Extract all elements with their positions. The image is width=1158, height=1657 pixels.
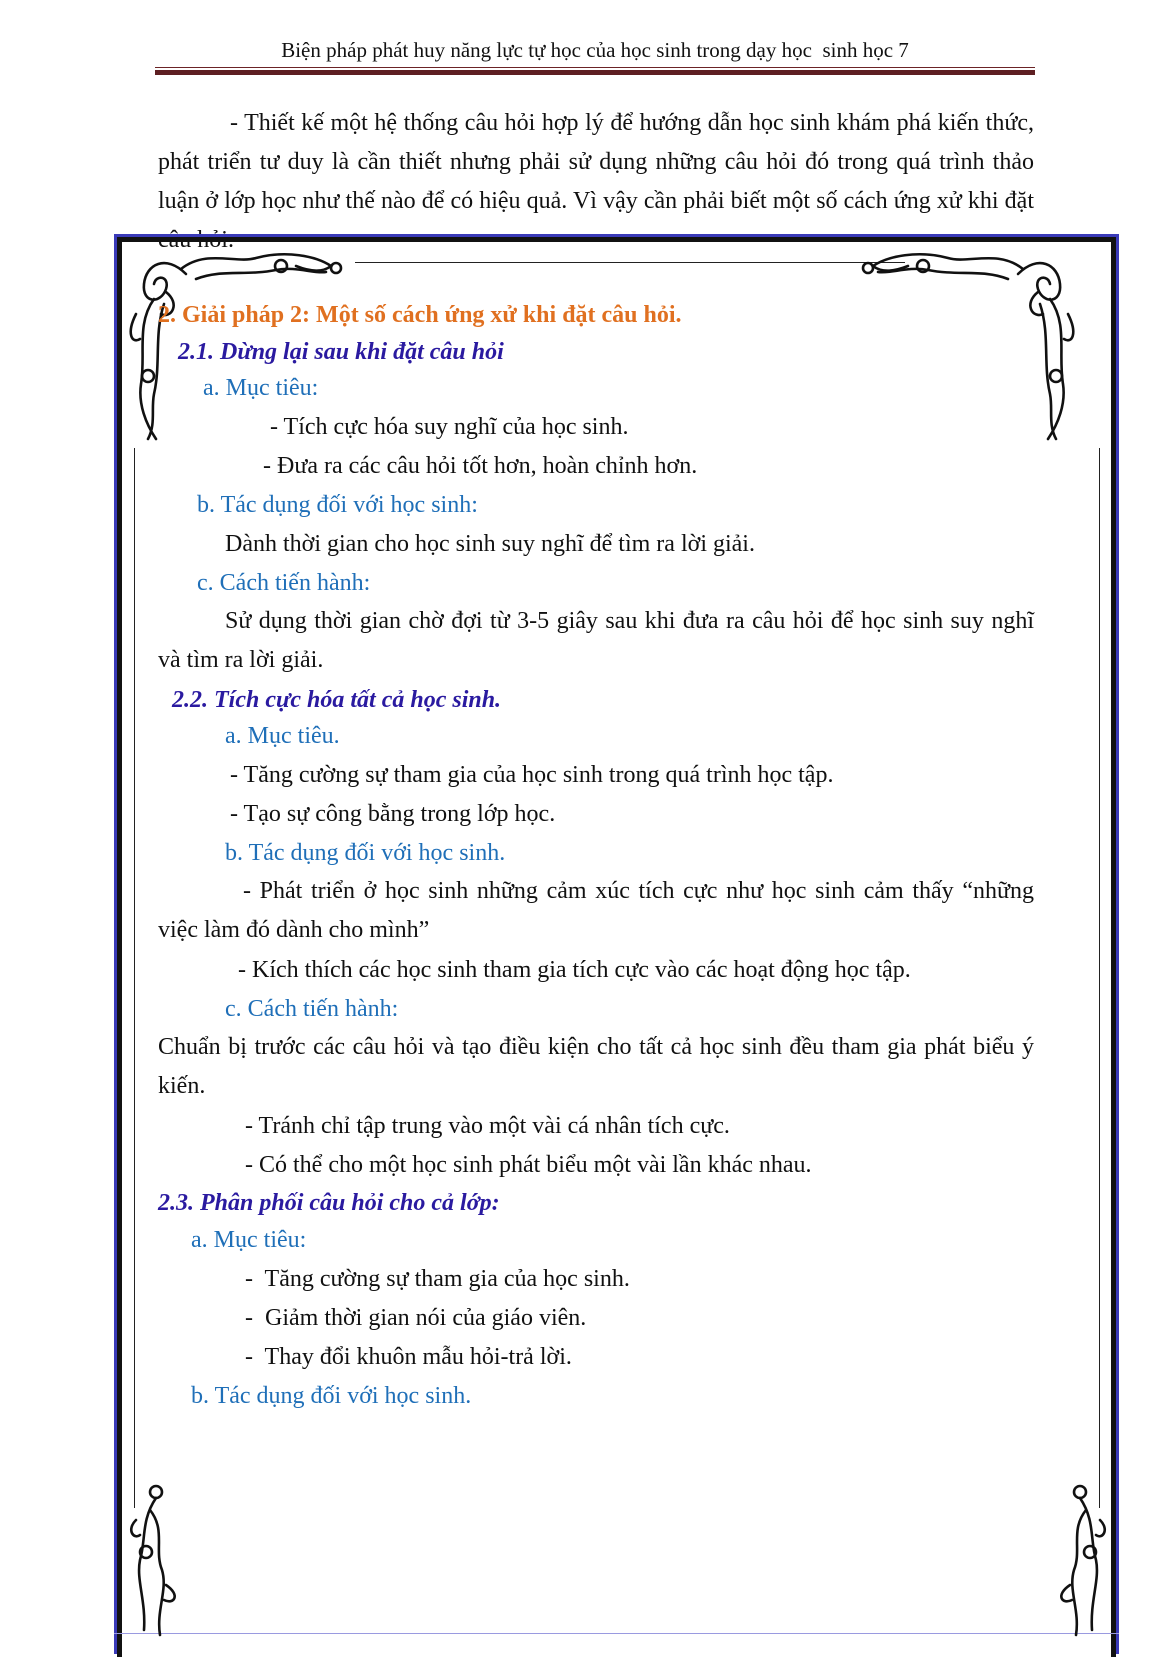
subsection-2-1-label-b: b. Tác dụng đối với học sinh: — [197, 492, 478, 518]
list-item: - Giảm thời gian nói của giáo viên. — [245, 1305, 587, 1331]
subsection-2-2-label-c: c. Cách tiến hành: — [225, 996, 399, 1022]
subsection-2-3-label-a: a. Mục tiêu: — [191, 1227, 307, 1253]
border-thin-line-top — [355, 262, 905, 263]
section-heading: 2. Giải pháp 2: Một số cách ứng xử khi đặt câu hỏi. — [158, 302, 682, 328]
list-item: - Thay đổi khuôn mẫu hỏi-trả lời. — [245, 1344, 572, 1370]
subsection-2-1-heading: 2.1. Dừng lại sau khi đặt câu hỏi — [178, 339, 504, 365]
intro-paragraph: - Thiết kế một hệ thống câu hỏi hợp lý để hướng dẫn học sinh khám phá kiến thức, phát triển tư duy là cần thiết nhưng phải sử dụng những câu hỏi đó trong quá trình thảo luận ở lớp học như thế nào để có hiệu quả. Vì vậy cần phải biết một số cách ứng xử khi đặt câu hỏi. — [158, 110, 1034, 253]
subsection-2-1-label-a: a. Mục tiêu: — [203, 375, 319, 401]
subsection-2-3-label-b: b. Tác dụng đối với học sinh. — [191, 1383, 472, 1409]
list-item: - Có thể cho một học sinh phát biểu một vài lần khác nhau. — [245, 1152, 812, 1178]
running-header-title: Biện pháp phát huy năng lực tự học của học sinh trong dạy học sinh học 7 — [281, 38, 909, 62]
border-thin-line-left — [134, 448, 135, 1508]
subsection-2-2-label-a: a. Mục tiêu. — [225, 723, 340, 749]
border-bottom-edge — [114, 1633, 1119, 1634]
header-rule-thin — [155, 67, 1035, 68]
list-item: - Tránh chỉ tập trung vào một vài cá nhân tích cực. — [245, 1113, 730, 1139]
corner-ornament-bottom-right-icon — [1050, 1480, 1110, 1637]
subsection-2-2-c-text: Chuẩn bị trước các câu hỏi và tạo điều kiện cho tất cả học sinh đều tham gia phát biểu ý kiến. — [158, 1034, 1034, 1099]
border-thin-line-right — [1099, 448, 1100, 1508]
header-rule-thick — [155, 70, 1035, 75]
list-item: - Tích cực hóa suy nghĩ của học sinh. — [270, 414, 629, 440]
subsection-2-2-label-b: b. Tác dụng đối với học sinh. — [225, 840, 506, 866]
subsection-2-2-b-text: - Phát triển ở học sinh những cảm xúc tích cực như học sinh cảm thấy “những việc làm đó dành cho mình” — [158, 878, 1034, 943]
subsection-2-2-heading: 2.2. Tích cực hóa tất cả học sinh. — [172, 687, 502, 713]
list-item: - Tăng cường sự tham gia của học sinh trong quá trình học tập. — [230, 762, 834, 788]
corner-ornament-bottom-left-icon — [126, 1480, 186, 1637]
subsection-2-1-b-text: Dành thời gian cho học sinh suy nghĩ để tìm ra lời giải. — [225, 531, 755, 557]
subsection-2-3-heading: 2.3. Phân phối câu hỏi cho cả lớp: — [158, 1190, 500, 1216]
subsection-2-1-label-c: c. Cách tiến hành: — [197, 570, 371, 596]
list-item: - Kích thích các học sinh tham gia tích cực vào các hoạt động học tập. — [238, 957, 911, 983]
subsection-2-1-c-text: Sử dụng thời gian chờ đợi từ 3-5 giây sau khi đưa ra câu hỏi để học sinh suy nghĩ và tìm ra lời giải. — [158, 608, 1034, 673]
list-item: - Tăng cường sự tham gia của học sinh. — [245, 1266, 630, 1292]
list-item: - Đưa ra các câu hỏi tốt hơn, hoàn chỉnh hơn. — [263, 453, 698, 479]
corner-ornament-top-right-icon — [848, 244, 1078, 444]
list-item: - Tạo sự công bằng trong lớp học. — [230, 801, 556, 827]
